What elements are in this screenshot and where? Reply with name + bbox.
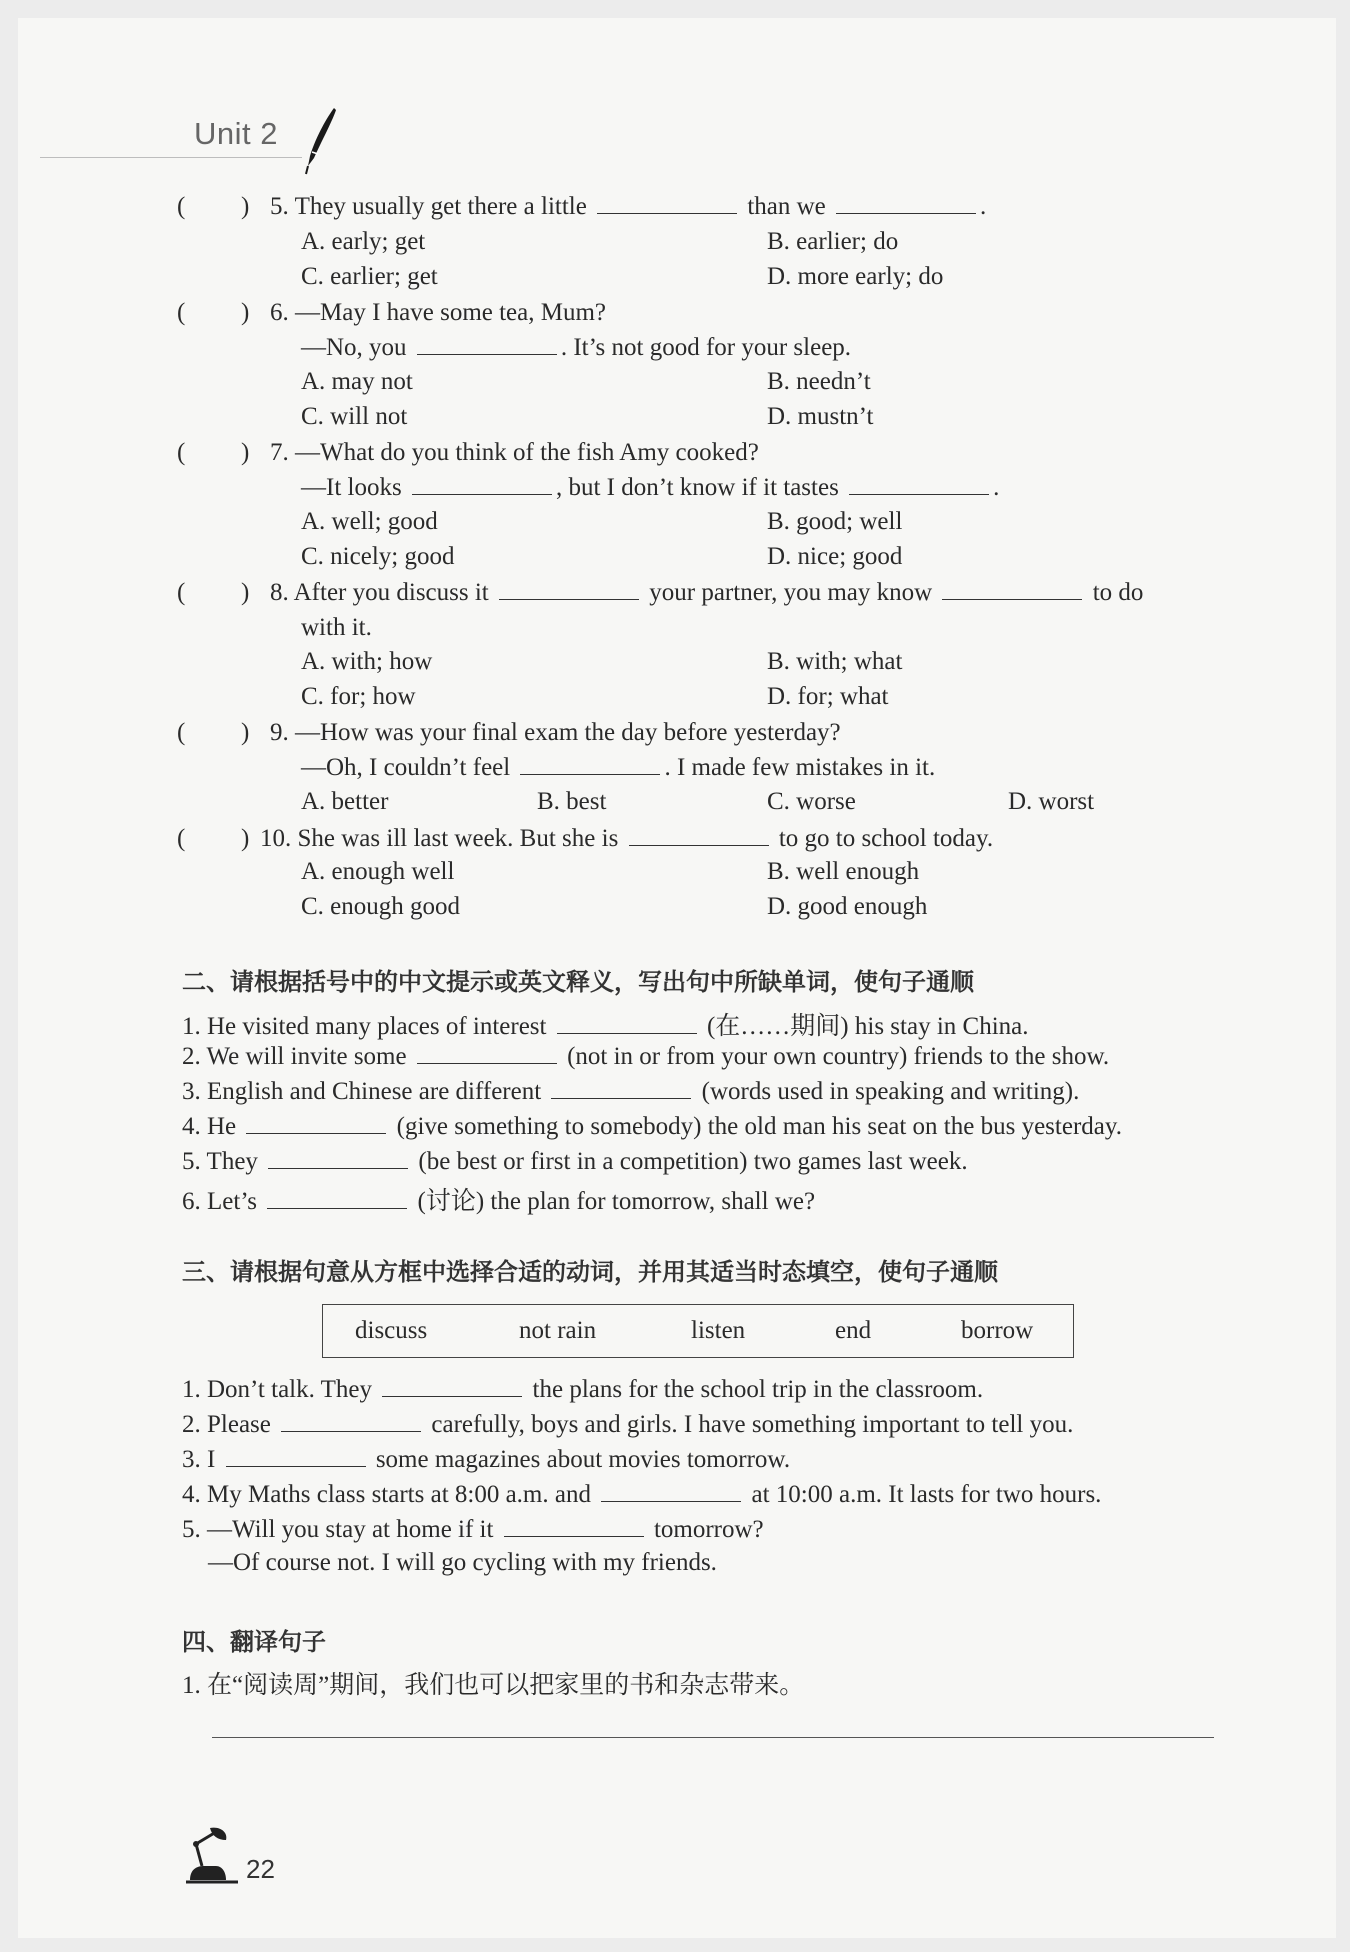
fill-item: 1. He visited many places of interest (在……期间) his stay in China. [182, 1013, 1029, 1040]
answer-paren-close[interactable]: ) [241, 439, 250, 466]
section-title: 三、请根据句意从方框中选择合适的动词，并用其适当时态填空，使句子通顺 [182, 1258, 998, 1286]
question-7 [0, 436, 1350, 470]
fill-item: 4. My Maths class starts at 8:00 a.m. and at 10:00 a.m. It lasts for two hours. [182, 1481, 1102, 1508]
question-number: 9. [270, 719, 289, 746]
question-6-line2 [301, 331, 851, 365]
answer-paren-open: ( [177, 579, 186, 606]
word-bank-item: not rain [519, 1317, 597, 1344]
fill-item-response: —Of course not. I will go cycling with my friends. [208, 1549, 717, 1576]
question-text: She was ill last week. But she is [297, 825, 619, 852]
question-text: . It’s not good for your sleep. [560, 334, 852, 361]
question-number: 10. [260, 825, 292, 852]
option-b[interactable]: B. best [537, 788, 607, 815]
question-text: —What do you think of the fish Amy cooked? [295, 439, 759, 466]
question-text: your partner, you may know [649, 579, 933, 606]
option-b[interactable]: B. good; well [767, 508, 903, 535]
question-5 [0, 190, 1350, 224]
question-text: . [993, 474, 1000, 501]
answer-blank[interactable] [836, 191, 976, 214]
question-8 [0, 576, 1350, 610]
fill-item: 4. He (give something to somebody) the old man his seat on the bus yesterday. [182, 1113, 1122, 1140]
option-d[interactable]: D. mustn’t [767, 403, 874, 430]
answer-blank[interactable] [551, 1076, 691, 1099]
answer-blank[interactable] [268, 1146, 408, 1169]
fill-item: 5. They (be best or first in a competition) two games last week. [182, 1148, 968, 1175]
question-9-line2 [301, 751, 935, 785]
answer-blank[interactable] [246, 1111, 386, 1134]
answer-blank[interactable] [412, 472, 552, 495]
question-text: They usually get there a little [294, 193, 587, 220]
answer-blank[interactable] [520, 752, 660, 775]
answer-blank[interactable] [504, 1514, 644, 1537]
word-bank-item: borrow [961, 1317, 1034, 1344]
answer-blank[interactable] [849, 472, 989, 495]
answer-blank[interactable] [382, 1374, 522, 1397]
answer-paren-open: ( [177, 193, 186, 220]
answer-blank[interactable] [281, 1409, 421, 1432]
question-text: —How was your final exam the day before yesterday? [295, 719, 841, 746]
option-a[interactable]: A. well; good [301, 508, 438, 535]
answer-paren-open: ( [177, 719, 186, 746]
question-number: 6. [270, 299, 289, 326]
fill-item: 3. English and Chinese are different (words used in speaking and writing). [182, 1078, 1080, 1105]
answer-blank[interactable] [557, 1011, 697, 1034]
option-c[interactable]: C. worse [767, 788, 856, 815]
answer-blank[interactable] [629, 823, 769, 846]
option-a[interactable]: A. early; get [301, 228, 426, 255]
fill-item: 6. Let’s (讨论) the plan for tomorrow, shall we? [182, 1188, 816, 1215]
question-number: 8. [270, 579, 289, 606]
page-number: 22 [246, 1854, 275, 1884]
answer-blank[interactable] [417, 1041, 557, 1064]
section-title: 四、翻译句子 [182, 1628, 326, 1656]
fill-item: 2. Please carefully, boys and girls. I have something important to tell you. [182, 1411, 1074, 1438]
question-10 [0, 822, 1350, 856]
option-d[interactable]: D. for; what [767, 683, 889, 710]
answer-line[interactable] [212, 1737, 1214, 1738]
answer-blank[interactable] [942, 577, 1082, 600]
question-9 [0, 716, 1350, 750]
answer-paren-close[interactable]: ) [241, 299, 250, 326]
option-c[interactable]: C. will not [301, 403, 408, 430]
option-b[interactable]: B. with; what [767, 648, 903, 675]
option-a[interactable]: A. may not [301, 368, 413, 395]
question-text: —Oh, I couldn’t feel [301, 754, 511, 781]
fill-item: 3. I some magazines about movies tomorrow. [182, 1446, 791, 1473]
question-7-line2 [301, 471, 999, 505]
fill-item: 1. Don’t talk. They the plans for the school trip in the classroom. [182, 1376, 984, 1403]
option-d[interactable]: D. nice; good [767, 543, 903, 570]
option-b[interactable]: B. well enough [767, 858, 920, 885]
fill-item: 2. We will invite some (not in or from your own country) friends to the show. [182, 1043, 1110, 1070]
question-text: . [980, 193, 987, 220]
answer-paren-close[interactable]: ) [241, 193, 250, 220]
section-title: 二、请根据括号中的中文提示或英文释义，写出句中所缺单词，使句子通顺 [182, 968, 974, 996]
option-a[interactable]: A. better [301, 788, 389, 815]
option-c[interactable]: C. enough good [301, 893, 461, 920]
question-number: 5. [270, 193, 289, 220]
question-text: —May I have some tea, Mum? [295, 299, 607, 326]
desk-lamp-icon [182, 1826, 244, 1886]
option-b[interactable]: B. earlier; do [767, 228, 899, 255]
option-a[interactable]: A. with; how [301, 648, 433, 675]
option-d[interactable]: D. worst [1008, 788, 1095, 815]
answer-blank[interactable] [601, 1479, 741, 1502]
option-b[interactable]: B. needn’t [767, 368, 871, 395]
word-bank-item: end [835, 1317, 872, 1344]
answer-paren-close[interactable]: ) [241, 719, 250, 746]
option-a[interactable]: A. enough well [301, 858, 455, 885]
pen-icon [298, 106, 342, 176]
question-text: . I made few mistakes in it. [664, 754, 936, 781]
answer-paren-open: ( [177, 825, 186, 852]
question-6 [0, 296, 1350, 330]
word-bank-item: listen [691, 1317, 746, 1344]
answer-blank[interactable] [226, 1444, 366, 1467]
translation-item: 1. 在“阅读周”期间，我们也可以把家里的书和杂志带来。 [182, 1672, 805, 1699]
answer-paren-open: ( [177, 299, 186, 326]
question-text: with it. [301, 614, 372, 641]
word-bank-item: discuss [355, 1317, 428, 1344]
fill-item: 5. —Will you stay at home if it tomorrow? [182, 1516, 764, 1543]
option-d[interactable]: D. more early; do [767, 263, 944, 290]
question-number: 7. [270, 439, 289, 466]
answer-paren-close[interactable]: ) [241, 579, 250, 606]
option-c[interactable]: C. earlier; get [301, 263, 438, 290]
answer-paren-open: ( [177, 439, 186, 466]
answer-blank[interactable] [267, 1186, 407, 1209]
word-bank-box [322, 1304, 1074, 1358]
question-text: than we [747, 193, 826, 220]
question-text: —No, you [301, 334, 407, 361]
question-text: —It looks [301, 474, 402, 501]
answer-paren-close[interactable]: ) [241, 825, 250, 852]
answer-blank[interactable] [417, 332, 557, 355]
option-c[interactable]: C. for; how [301, 683, 416, 710]
question-text: to go to school today. [778, 825, 994, 852]
option-c[interactable]: C. nicely; good [301, 543, 455, 570]
header-rule [40, 157, 302, 158]
question-text: , but I don’t know if it tastes [555, 474, 839, 501]
question-text: to do [1092, 579, 1144, 606]
question-text: After you discuss it [293, 579, 489, 606]
option-d[interactable]: D. good enough [767, 893, 928, 920]
answer-blank[interactable] [597, 191, 737, 214]
answer-blank[interactable] [499, 577, 639, 600]
unit-title: Unit 2 [194, 116, 278, 151]
